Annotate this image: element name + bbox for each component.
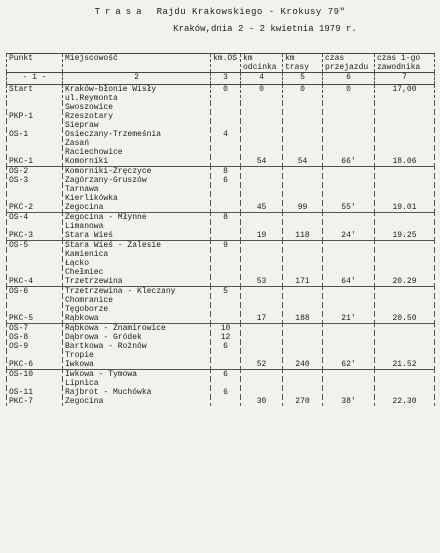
place-cell: Raciechowice (63, 148, 211, 157)
place-cell: Swoszowice (63, 103, 211, 112)
place-cell: Chełmiec (63, 268, 211, 277)
km-odcinka-cell (241, 305, 283, 314)
km-trasy-cell (283, 333, 323, 342)
km-odcinka-cell (241, 103, 283, 112)
czas-przejazdu-cell (323, 351, 375, 360)
km-os-cell (211, 397, 241, 406)
point-cell: OS-1 (7, 130, 63, 139)
table-row (7, 277, 435, 287)
table-row (7, 121, 435, 130)
km-odcinka-cell: 0 (241, 85, 283, 104)
table-row (7, 333, 435, 342)
czas-przejazdu-cell (323, 259, 375, 268)
table-row (7, 314, 435, 324)
km-odcinka-cell (241, 222, 283, 231)
czas-zawodnika-cell: 18.06 (375, 157, 435, 167)
place-cell: Żegocina - Młynne (63, 213, 211, 223)
km-trasy-cell (283, 296, 323, 305)
km-os-cell (211, 296, 241, 305)
point-cell (7, 250, 63, 259)
col-number: - 1 - (7, 73, 63, 85)
czas-zawodnika-cell (375, 296, 435, 305)
point-cell: OS-7 (7, 324, 63, 334)
czas-zawodnika-cell (375, 112, 435, 121)
km-os-cell: 4 (211, 130, 241, 139)
route-table (6, 53, 435, 406)
col-header-punkt: Punkt (7, 54, 63, 73)
place-cell: Kierlikówka (63, 194, 211, 203)
km-odcinka-cell: 19 (241, 231, 283, 241)
km-trasy-cell: 0 (283, 85, 323, 104)
czas-zawodnika-cell (375, 241, 435, 251)
czas-przejazdu-cell (323, 121, 375, 130)
table-row (7, 342, 435, 351)
czas-zawodnika-cell (375, 222, 435, 231)
table-row (7, 351, 435, 360)
km-trasy-cell (283, 342, 323, 351)
czas-zawodnika-cell: 19.25 (375, 231, 435, 241)
document-subtitle: Kraków,dnia 2 - 2 kwietnia 1979 r. (173, 24, 357, 34)
place-cell: Rajbrot - Muchówka (63, 388, 211, 397)
table-row (7, 250, 435, 259)
table-row (7, 296, 435, 305)
place-cell: Trzetrzewina - Kleczany (63, 287, 211, 297)
km-os-cell (211, 360, 241, 370)
km-trasy-cell (283, 268, 323, 277)
czas-zawodnika-cell (375, 259, 435, 268)
point-cell (7, 194, 63, 203)
czas-zawodnika-cell (375, 305, 435, 314)
km-trasy-cell (283, 241, 323, 251)
point-cell (7, 222, 63, 231)
km-odcinka-cell: 45 (241, 203, 283, 213)
km-odcinka-cell (241, 130, 283, 139)
table-row (7, 139, 435, 148)
km-odcinka-cell (241, 287, 283, 297)
place-cell: Limanowa (63, 222, 211, 231)
km-trasy-cell (283, 379, 323, 388)
point-cell: PKC-7 (7, 397, 63, 406)
table-row (7, 176, 435, 185)
km-os-cell: 8 (211, 167, 241, 177)
km-odcinka-cell (241, 296, 283, 305)
km-odcinka-cell (241, 379, 283, 388)
km-os-cell (211, 351, 241, 360)
km-odcinka-cell (241, 351, 283, 360)
place-cell: Rąbkowa (63, 314, 211, 324)
km-os-cell: 6 (211, 342, 241, 351)
table-row (7, 157, 435, 167)
km-trasy-cell (283, 259, 323, 268)
point-cell (7, 121, 63, 130)
czas-zawodnika-cell (375, 139, 435, 148)
km-os-cell: 12 (211, 333, 241, 342)
place-cell: Komorniki-Zręczyce (63, 167, 211, 177)
czas-przejazdu-cell (323, 139, 375, 148)
czas-przejazdu-cell (323, 103, 375, 112)
km-trasy-cell (283, 287, 323, 297)
table-header-row (7, 54, 435, 73)
point-cell: OS-9 (7, 342, 63, 351)
km-os-cell (211, 103, 241, 112)
km-odcinka-cell (241, 241, 283, 251)
km-trasy-cell (283, 167, 323, 177)
km-odcinka-cell (241, 388, 283, 397)
col-number: 5 (283, 73, 323, 85)
czas-przejazdu-cell: 21' (323, 314, 375, 324)
km-trasy-cell (283, 194, 323, 203)
km-odcinka-cell (241, 342, 283, 351)
place-cell: Iwkowa (63, 360, 211, 370)
km-os-cell: 5 (211, 287, 241, 297)
km-trasy-cell (283, 388, 323, 397)
czas-zawodnika-cell (375, 194, 435, 203)
col-number: 4 (241, 73, 283, 85)
km-os-cell (211, 121, 241, 130)
km-trasy-cell (283, 213, 323, 223)
czas-przejazdu-cell (323, 333, 375, 342)
km-trasy-cell: 118 (283, 231, 323, 241)
col-header-miejscowosc: Miejscowość (63, 54, 211, 73)
place-cell: Chomranice (63, 296, 211, 305)
point-cell: PKC-3 (7, 231, 63, 241)
km-trasy-cell (283, 148, 323, 157)
table-row (7, 287, 435, 297)
table-row (7, 259, 435, 268)
czas-przejazdu-cell: 66' (323, 157, 375, 167)
table-row (7, 85, 435, 104)
czas-zawodnika-cell: 17,00 (375, 85, 435, 104)
km-odcinka-cell (241, 250, 283, 259)
table-row (7, 185, 435, 194)
point-cell (7, 148, 63, 157)
title-rest: Rajdu Krakowskiego - Krokusy 79" (156, 7, 346, 17)
czas-zawodnika-cell: 20.29 (375, 277, 435, 287)
point-cell: OS-6 (7, 287, 63, 297)
czas-przejazdu-cell (323, 370, 375, 380)
point-cell (7, 139, 63, 148)
point-cell (7, 268, 63, 277)
czas-przejazdu-cell: 24' (323, 231, 375, 241)
place-cell: Iwkowa - Tymowa (63, 370, 211, 380)
km-odcinka-cell (241, 259, 283, 268)
czas-zawodnika-cell (375, 333, 435, 342)
km-trasy-cell (283, 185, 323, 194)
point-cell: PKC-4 (7, 277, 63, 287)
czas-przejazdu-cell: 62' (323, 360, 375, 370)
czas-przejazdu-cell (323, 241, 375, 251)
km-os-cell (211, 185, 241, 194)
km-trasy-cell (283, 370, 323, 380)
place-cell: Kraków-błonie Wisły ul.Reymonta (63, 85, 211, 104)
km-trasy-cell: 54 (283, 157, 323, 167)
col-number: 2 (63, 73, 211, 85)
czas-przejazdu-cell (323, 185, 375, 194)
km-odcinka-cell (241, 148, 283, 157)
col-header-czas-zawodnika: czas 1-go zawodnika (375, 54, 435, 73)
point-cell (7, 259, 63, 268)
point-cell: PKC-2 (7, 203, 63, 213)
place-cell: Rąbkowa - Znamirowice (63, 324, 211, 334)
point-cell: PKC-6 (7, 360, 63, 370)
point-cell: OS-11 (7, 388, 63, 397)
km-trasy-cell: 99 (283, 203, 323, 213)
km-odcinka-cell (241, 333, 283, 342)
km-os-cell (211, 268, 241, 277)
czas-przejazdu-cell (323, 148, 375, 157)
col-header-km-odcinka: km odcinka (241, 54, 283, 73)
km-os-cell (211, 259, 241, 268)
point-cell (7, 305, 63, 314)
km-odcinka-cell (241, 167, 283, 177)
km-trasy-cell (283, 222, 323, 231)
km-trasy-cell (283, 139, 323, 148)
km-os-cell (211, 203, 241, 213)
table-row (7, 379, 435, 388)
czas-przejazdu-cell: 38' (323, 397, 375, 406)
table-row (7, 194, 435, 203)
km-os-cell (211, 194, 241, 203)
point-cell: OS-2 (7, 167, 63, 177)
table-row (7, 222, 435, 231)
km-trasy-cell (283, 324, 323, 334)
km-trasy-cell: 171 (283, 277, 323, 287)
czas-zawodnika-cell (375, 167, 435, 177)
point-cell: OS-3 (7, 176, 63, 185)
point-cell (7, 103, 63, 112)
point-cell: OS-4 (7, 213, 63, 223)
km-odcinka-cell: 17 (241, 314, 283, 324)
km-os-cell: 8 (211, 213, 241, 223)
table-row (7, 130, 435, 139)
place-cell: Tarnawa (63, 185, 211, 194)
place-cell: Tęgoborze (63, 305, 211, 314)
czas-zawodnika-cell (375, 121, 435, 130)
km-odcinka-cell (241, 112, 283, 121)
km-trasy-cell: 240 (283, 360, 323, 370)
czas-przejazdu-cell (323, 342, 375, 351)
col-number: 7 (375, 73, 435, 85)
czas-przejazdu-cell (323, 250, 375, 259)
czas-zawodnika-cell (375, 148, 435, 157)
point-cell: OS-8 (7, 333, 63, 342)
km-os-cell (211, 379, 241, 388)
czas-przejazdu-cell (323, 167, 375, 177)
point-cell: PKC-1 (7, 157, 63, 167)
table-row (7, 241, 435, 251)
km-trasy-cell (283, 121, 323, 130)
czas-przejazdu-cell (323, 268, 375, 277)
km-odcinka-cell (241, 176, 283, 185)
km-trasy-cell (283, 351, 323, 360)
km-odcinka-cell (241, 213, 283, 223)
place-cell: Siepraw (63, 121, 211, 130)
czas-przejazdu-cell (323, 213, 375, 223)
km-odcinka-cell (241, 370, 283, 380)
place-cell: Stara Wieś (63, 231, 211, 241)
czas-zawodnika-cell (375, 250, 435, 259)
place-cell: Stara Wieś - Zalesie (63, 241, 211, 251)
km-os-cell (211, 157, 241, 167)
point-cell (7, 351, 63, 360)
point-cell (7, 185, 63, 194)
km-trasy-cell (283, 305, 323, 314)
place-cell: Zasań (63, 139, 211, 148)
km-odcinka-cell (241, 139, 283, 148)
km-trasy-cell: 270 (283, 397, 323, 406)
czas-zawodnika-cell (375, 379, 435, 388)
km-odcinka-cell: 52 (241, 360, 283, 370)
czas-zawodnika-cell (375, 287, 435, 297)
czas-przejazdu-cell (323, 287, 375, 297)
km-os-cell (211, 250, 241, 259)
table-body (7, 85, 435, 407)
czas-zawodnika-cell (375, 342, 435, 351)
place-cell: Komorniki (63, 157, 211, 167)
col-header-km-os: km.OS (211, 54, 241, 73)
km-os-cell: 6 (211, 388, 241, 397)
point-cell: OS-10 (7, 370, 63, 380)
km-odcinka-cell (241, 324, 283, 334)
table-row (7, 213, 435, 223)
place-cell: Dąbrowa - Gródek (63, 333, 211, 342)
czas-przejazdu-cell: 55' (323, 203, 375, 213)
km-odcinka-cell: 54 (241, 157, 283, 167)
table-row (7, 167, 435, 177)
km-os-cell (211, 112, 241, 121)
czas-zawodnika-cell (375, 324, 435, 334)
table-row (7, 360, 435, 370)
place-cell: Rzeszotary (63, 112, 211, 121)
czas-zawodnika-cell: 19.01 (375, 203, 435, 213)
place-cell: Żegocina (63, 397, 211, 406)
point-cell: Start (7, 85, 63, 104)
czas-zawodnika-cell (375, 268, 435, 277)
czas-przejazdu-cell (323, 324, 375, 334)
czas-przejazdu-cell (323, 305, 375, 314)
table-row (7, 324, 435, 334)
czas-przejazdu-cell (323, 112, 375, 121)
km-odcinka-cell: 53 (241, 277, 283, 287)
col-header-czas-przejazdu: czas przejazdu (323, 54, 375, 73)
km-os-cell (211, 222, 241, 231)
czas-przejazdu-cell: 64' (323, 277, 375, 287)
czas-zawodnika-cell: 22.30 (375, 397, 435, 406)
km-trasy-cell (283, 103, 323, 112)
table-row (7, 203, 435, 213)
km-os-cell (211, 231, 241, 241)
title-word: Trasa (94, 7, 147, 17)
km-os-cell: 9 (211, 241, 241, 251)
czas-przejazdu-cell: 0 (323, 85, 375, 104)
km-os-cell (211, 148, 241, 157)
place-cell: Lipnica (63, 379, 211, 388)
place-cell: Bartkowa - Rożnów (63, 342, 211, 351)
place-cell: Trzetrzewina (63, 277, 211, 287)
km-trasy-cell (283, 250, 323, 259)
czas-zawodnika-cell: 21.52 (375, 360, 435, 370)
table-row (7, 370, 435, 380)
place-cell: Zagórzany-Gruszów (63, 176, 211, 185)
col-header-km-trasy: km trasy (283, 54, 323, 73)
table-row (7, 388, 435, 397)
km-os-cell: 10 (211, 324, 241, 334)
table-row (7, 112, 435, 121)
place-cell: Kamienica (63, 250, 211, 259)
km-odcinka-cell (241, 185, 283, 194)
point-cell (7, 296, 63, 305)
km-trasy-cell (283, 176, 323, 185)
point-cell: OS-5 (7, 241, 63, 251)
table-row (7, 305, 435, 314)
place-cell: Łącko (63, 259, 211, 268)
km-os-cell (211, 277, 241, 287)
point-cell: PKC-5 (7, 314, 63, 324)
table-row (7, 231, 435, 241)
czas-przejazdu-cell (323, 222, 375, 231)
km-trasy-cell (283, 130, 323, 139)
table-row (7, 268, 435, 277)
place-cell: Tropie (63, 351, 211, 360)
place-cell: Żegocina (63, 203, 211, 213)
czas-zawodnika-cell (375, 213, 435, 223)
czas-przejazdu-cell (323, 379, 375, 388)
km-trasy-cell: 188 (283, 314, 323, 324)
col-number: 6 (323, 73, 375, 85)
czas-przejazdu-cell (323, 130, 375, 139)
czas-przejazdu-cell (323, 296, 375, 305)
km-odcinka-cell (241, 194, 283, 203)
column-number-row (7, 73, 435, 85)
km-trasy-cell (283, 112, 323, 121)
document-title (0, 7, 440, 17)
km-odcinka-cell (241, 121, 283, 130)
czas-zawodnika-cell (375, 176, 435, 185)
point-cell: PKP-1 (7, 112, 63, 121)
km-os-cell: 6 (211, 370, 241, 380)
km-os-cell: 6 (211, 176, 241, 185)
czas-zawodnika-cell (375, 103, 435, 112)
czas-zawodnika-cell (375, 185, 435, 194)
point-cell (7, 379, 63, 388)
col-number: 3 (211, 73, 241, 85)
czas-zawodnika-cell (375, 351, 435, 360)
km-os-cell (211, 305, 241, 314)
czas-zawodnika-cell: 20.50 (375, 314, 435, 324)
czas-zawodnika-cell (375, 370, 435, 380)
czas-przejazdu-cell (323, 176, 375, 185)
km-odcinka-cell: 30 (241, 397, 283, 406)
table-row (7, 148, 435, 157)
km-os-cell (211, 314, 241, 324)
czas-przejazdu-cell (323, 388, 375, 397)
place-cell: Osieczany-Trzemeśnia (63, 130, 211, 139)
table-row (7, 103, 435, 112)
table-row (7, 397, 435, 406)
km-os-cell: 0 (211, 85, 241, 104)
czas-zawodnika-cell (375, 130, 435, 139)
km-odcinka-cell (241, 268, 283, 277)
czas-przejazdu-cell (323, 194, 375, 203)
km-os-cell (211, 139, 241, 148)
czas-zawodnika-cell (375, 388, 435, 397)
